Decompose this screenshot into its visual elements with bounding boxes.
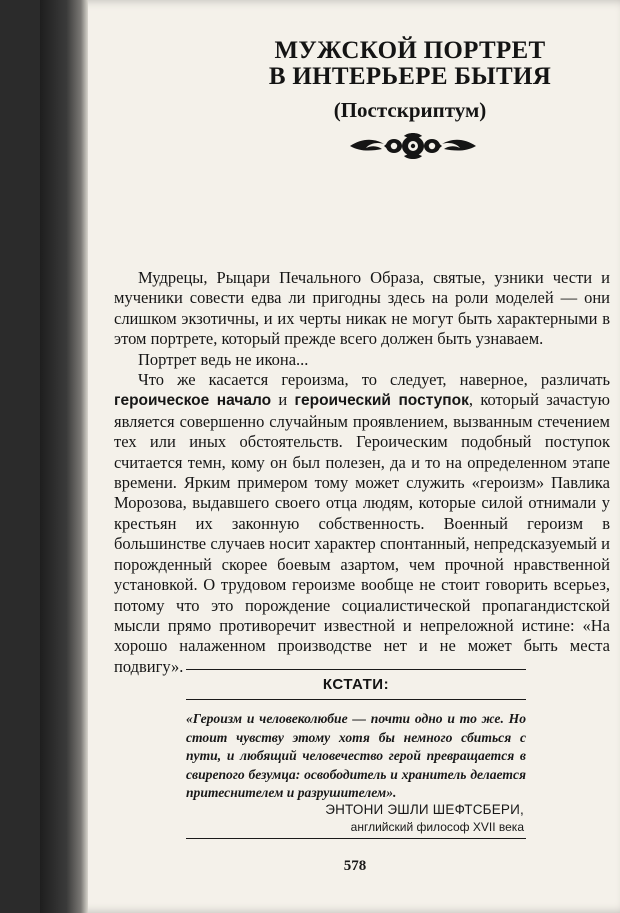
box-heading-rule xyxy=(186,699,526,700)
paragraph-3 xyxy=(114,370,610,677)
page-gutter-shadow xyxy=(40,0,88,913)
emphasis-heroic-principle: героическое начало xyxy=(114,392,272,410)
chapter-subtitle: (Постскриптум) xyxy=(333,98,487,122)
box-top-rule xyxy=(186,669,526,670)
box-bottom-rule xyxy=(186,838,526,839)
chapter-title-line2: В ИНТЕРЬЕРЕ БЫТИЯ xyxy=(268,63,552,90)
main-text xyxy=(114,268,610,677)
decorative-vignette-icon xyxy=(348,132,478,160)
quote-author-role: английский философ XVII века xyxy=(350,820,524,834)
page-number: 578 xyxy=(343,858,367,874)
emphasis-heroic-deed: героический поступок xyxy=(294,392,469,410)
paragraph-3-rest: , который зачастую является совершенно случайным проявлением, вызванным стечением тех или иных обстоятельств. Героическим подобный поступок считается темн, кому он был полезен, да и то на определенном этапе времени. Ярким примером тому может служить «героизм» Павлика Морозова, выдавшего своего отца людям, которые силой отнимали у крестьян их законную собственность. Военный героизм в большинстве случаев носит характер спонтанный, непредсказуемый и порожденный скорее боевым азартом, чем прочной нравственной установкой. О трудовом героизме вообще не стоит говорить всерьез, потому что это порождение социалистической пропагандистской мысли прямо противоречит известной и непреложной истине: «На хорошо налаженном производстве нет и не может быть места подвигу». xyxy=(114,390,610,676)
paragraph-2: Портрет ведь не икона... xyxy=(138,349,309,369)
chapter-title-block xyxy=(200,38,620,123)
chapter-title-line1: МУЖСКОЙ ПОРТРЕТ xyxy=(274,37,546,64)
sidebar-quote: «Героизм и человеколюбие — почти одно и то же. Но стоит чувству этому хотя бы немного сбиться с пути, и любящий человечество герой превращается в свирепого безумца: освободитель и хранитель делается притеснителем и разрушителем». xyxy=(186,711,526,801)
quote-author: ЭНТОНИ ЭШЛИ ШЕФТСБЕРИ, xyxy=(325,802,524,817)
paragraph-3-start: Что же касается героизма, то следует, наверное, различать xyxy=(138,370,610,390)
sidebar-heading: КСТАТИ: xyxy=(322,676,390,693)
paragraph-3-and: и xyxy=(271,390,295,410)
paragraph-1: Мудрецы, Рыцари Печального Образа, святые, узники чести и мученики совести едва ли пригодны здесь на роли моделей — они слишком экзотичны, и их черты никак не могут быть характерными в этом портрете, который прежде всего должен быть узнаваем. xyxy=(114,268,610,349)
